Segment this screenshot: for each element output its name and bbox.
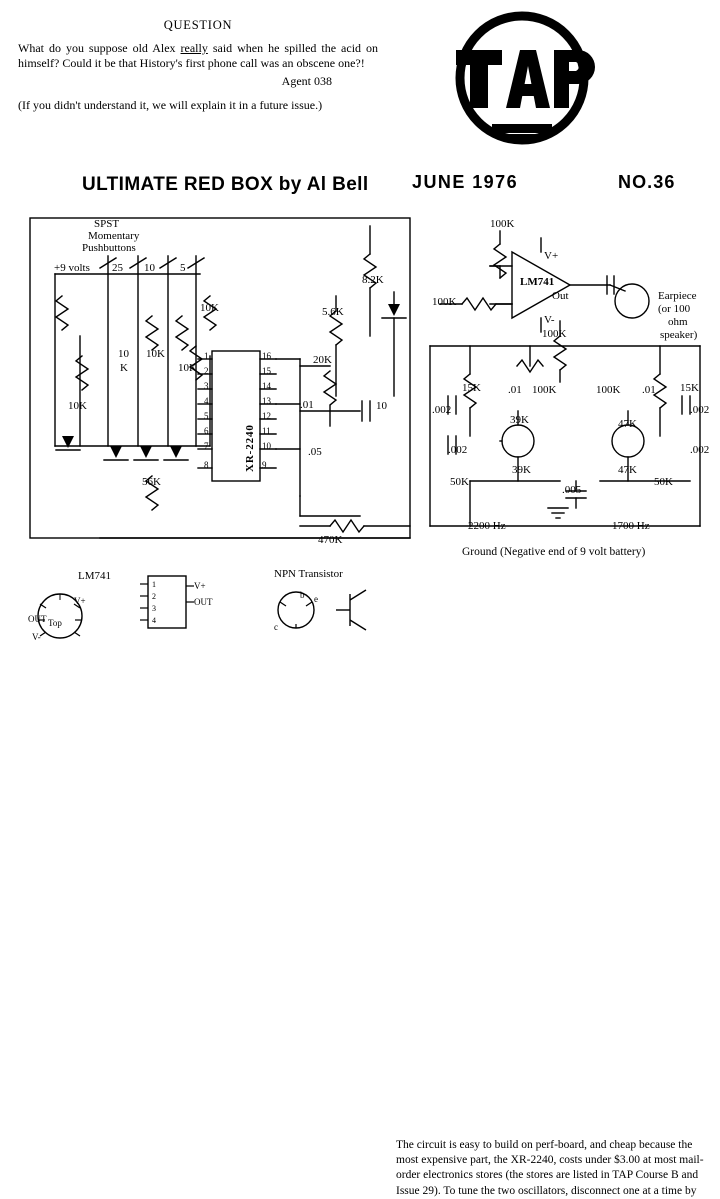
label-47k-b: 47K <box>618 464 637 476</box>
label-50k-b: 50K <box>654 476 673 488</box>
label-470k: 470K <box>318 534 343 546</box>
question-body-part2: said when he spilled the acid on himself? Could it be that History's first phone call was an obscene one?! <box>18 41 379 71</box>
label-2200hz: 2200 Hz <box>468 520 506 532</box>
label-10b: 10 <box>118 348 129 360</box>
label-39k-b: 39K <box>512 464 531 476</box>
ic-pin-15: 15 <box>262 366 271 376</box>
label-01-left: .01 <box>508 384 522 396</box>
svg-text:OUT: OUT <box>194 597 213 607</box>
article-body-para2: To tune the two oscillators, disconnect one at a time by <box>443 1184 697 1197</box>
label-50k-a: 50K <box>450 476 469 488</box>
ic-pin-1: 1 <box>204 351 209 361</box>
svg-text:c: c <box>274 622 278 633</box>
label-10a: 10 <box>144 262 155 274</box>
label-10k-c: 10K <box>178 362 197 374</box>
ic-pin-4: 4 <box>204 396 209 406</box>
label-39k-a: 39K <box>510 414 529 426</box>
label-vminus: V- <box>544 314 555 326</box>
label-100k-in: 100K <box>432 296 457 308</box>
svg-text:OUT: OUT <box>28 614 47 625</box>
article-body-para1: The circuit is easy to build on perf-board, and cheap because the most expensive part, the XR-2240, costs under $3.00 at most mail-order electronics stores (the stores are listed in TAP Course B and Issue 29). <box>396 1139 704 1197</box>
ic-pin-3: 3 <box>204 381 209 391</box>
label-25: 25 <box>112 262 123 274</box>
ic-pin-10: 10 <box>262 441 271 451</box>
npn-pinout-title: NPN Transistor <box>274 568 343 580</box>
label-10k-b: 10K <box>146 348 165 360</box>
label-earpiece-alt1: (or 100 <box>658 303 691 315</box>
question-agent: Agent 038 <box>281 73 332 88</box>
label-earpiece-alt2: ohm <box>668 316 688 328</box>
label-002-c: .002 <box>690 404 710 416</box>
svg-text:e: e <box>314 594 318 605</box>
label-47k-a: 47K <box>618 418 637 430</box>
article-title: ULTIMATE RED BOX by Al Bell <box>82 174 369 195</box>
ic-pin-12: 12 <box>262 411 271 421</box>
svg-text:4: 4 <box>152 616 156 625</box>
ic-pin-9: 9 <box>262 460 267 470</box>
label-005: .005 <box>562 484 582 496</box>
ic-pin-8: 8 <box>204 460 209 470</box>
dip-pinout <box>134 572 222 637</box>
label-100k-right: 100K <box>596 384 621 396</box>
svg-text:V+: V+ <box>194 581 206 591</box>
ic-pin-6: 6 <box>204 426 209 436</box>
label-100k-pot: 100K <box>542 328 567 340</box>
label-100k-top: 100K <box>490 218 515 230</box>
npn-pinout <box>270 568 390 637</box>
ground-note: Ground (Negative end of 9 volt battery) <box>462 546 646 558</box>
lm741-pinout-title: LM741 <box>78 570 111 582</box>
label-momentary: Momentary <box>88 230 140 242</box>
svg-text:b: b <box>300 590 305 601</box>
label-56k: 56K <box>142 476 161 488</box>
ic-pin-14: 14 <box>262 381 271 391</box>
question-note: (If you didn't understand it, we will explain it in a future issue.) <box>18 97 323 112</box>
label-002-d: .002 <box>690 444 710 456</box>
question-block <box>18 18 378 113</box>
label-supply: +9 volts <box>54 262 90 274</box>
label-spst: SPST <box>94 218 120 230</box>
label-01-right: .01 <box>642 384 656 396</box>
label-8k2: 8.2K <box>362 274 384 286</box>
label-20k: 20K <box>313 354 332 366</box>
svg-text:V-: V- <box>32 632 41 643</box>
label-cap-05: .05 <box>308 446 322 458</box>
svg-text:1: 1 <box>152 580 156 589</box>
label-002-a: .002 <box>432 404 452 416</box>
label-10k-a: 10K <box>200 302 219 314</box>
label-5: 5 <box>180 262 186 274</box>
label-lm741: LM741 <box>520 276 555 288</box>
label-100k-left: 100K <box>532 384 557 396</box>
label-earpiece-alt3: speaker) <box>660 329 698 341</box>
issue-number: NO.36 <box>618 172 676 192</box>
bottom-section <box>0 566 720 1197</box>
svg-text:Top: Top <box>48 618 62 629</box>
label-pushbuttons: Pushbuttons <box>82 242 136 254</box>
article-body <box>396 1138 714 1199</box>
label-cap-10: 10 <box>376 400 387 412</box>
question-emphasis: really <box>180 41 208 55</box>
ic-pin-13: 13 <box>262 396 271 406</box>
question-title: QUESTION <box>163 18 233 32</box>
label-earpiece: Earpiece <box>658 290 697 302</box>
ic-pin-16: 16 <box>262 351 271 361</box>
ic-pin-2: 2 <box>204 366 209 376</box>
label-out: Out <box>552 290 569 302</box>
lm741-pinout <box>26 570 136 649</box>
ic-pin-7: 7 <box>204 441 209 451</box>
schematic-diagram <box>0 196 720 566</box>
question-body <box>18 41 378 72</box>
ic-pin-11: 11 <box>262 426 271 436</box>
label-10k-d: 10K <box>68 400 87 412</box>
question-body-part1: What do you suppose old Alex <box>18 41 181 55</box>
issue-date: JUNE 1976 <box>412 172 519 192</box>
label-5k6: 5.6K <box>322 306 344 318</box>
ic-part-number: XR-2240 <box>244 424 256 472</box>
label-1700hz: 1700 Hz <box>612 520 650 532</box>
svg-text:2: 2 <box>152 592 156 601</box>
label-15k-right: 15K <box>680 382 699 394</box>
svg-text:3: 3 <box>152 604 156 613</box>
label-vplus: V+ <box>544 250 559 262</box>
tap-logo <box>432 6 612 156</box>
label-002-b: .002 <box>448 444 468 456</box>
label-15k-left: 15K <box>462 382 481 394</box>
svg-text:V+: V+ <box>74 596 86 607</box>
label-cap-01: .01 <box>300 399 314 411</box>
label-k: K <box>120 362 128 374</box>
ic-pin-5: 5 <box>204 411 209 421</box>
